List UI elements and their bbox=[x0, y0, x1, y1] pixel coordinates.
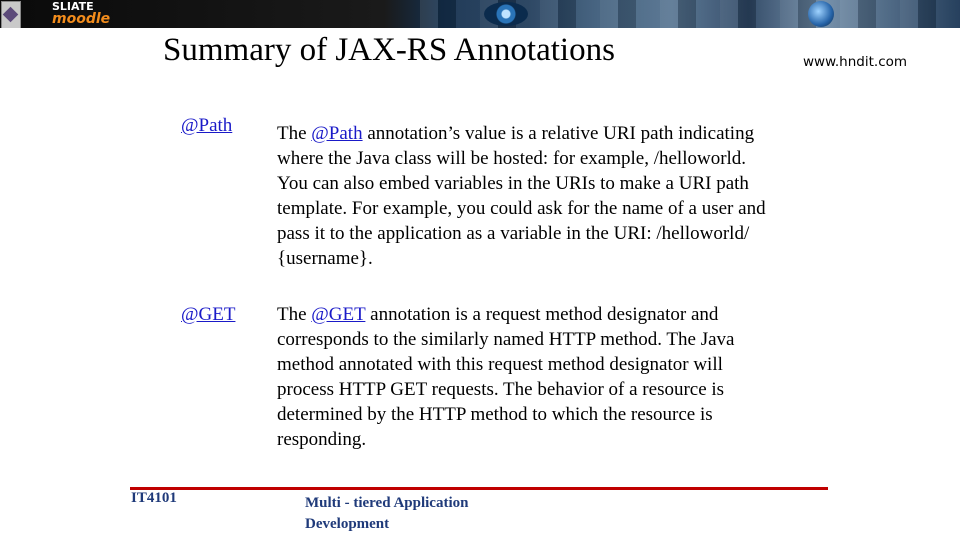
institution-logo-icon bbox=[1, 1, 21, 28]
globe-graphic-icon bbox=[808, 1, 834, 27]
get-desc-prefix: The bbox=[277, 304, 312, 325]
path-desc-prefix: The bbox=[277, 123, 312, 144]
annotation-term-path bbox=[181, 115, 232, 137]
footer-divider bbox=[130, 487, 828, 490]
course-code: IT4101 bbox=[131, 490, 177, 506]
website-url: www.hndit.com bbox=[803, 54, 908, 70]
slide-title: Summary of JAX-RS Annotations bbox=[163, 32, 615, 68]
path-term-link[interactable]: @Path bbox=[181, 115, 233, 136]
logo-line-2: moodle bbox=[52, 11, 111, 27]
path-description bbox=[277, 121, 777, 271]
course-name: Multi - tiered Application Development bbox=[305, 495, 469, 532]
get-term-link[interactable]: @GET bbox=[181, 304, 236, 325]
sliate-moodle-logo bbox=[52, 1, 110, 26]
header-banner bbox=[0, 0, 960, 28]
eye-graphic-icon bbox=[484, 2, 528, 26]
path-desc-text: annotation’s value is a relative URI path indicating where the Java class will be hosted: for example, /helloworld. You can also embed variables in the URIs to make a URI path template. For example, you could ask for the name of a user and pass it to the application as a variable in the URI: /helloworld/ {username}. bbox=[277, 123, 766, 269]
logo-line-1: SLIATE bbox=[52, 0, 94, 13]
get-description bbox=[277, 302, 777, 452]
get-desc-link[interactable]: @GET bbox=[311, 304, 366, 325]
annotation-term-get bbox=[181, 304, 235, 326]
get-desc-text: annotation is a request method designator and corresponds to the similarly named HTTP method. The Java method annotated with this request method designator will process HTTP GET requests. The behavior of a resource is determined by the HTTP method to which the resource is responding. bbox=[277, 304, 735, 450]
path-desc-link[interactable]: @Path bbox=[311, 123, 363, 144]
